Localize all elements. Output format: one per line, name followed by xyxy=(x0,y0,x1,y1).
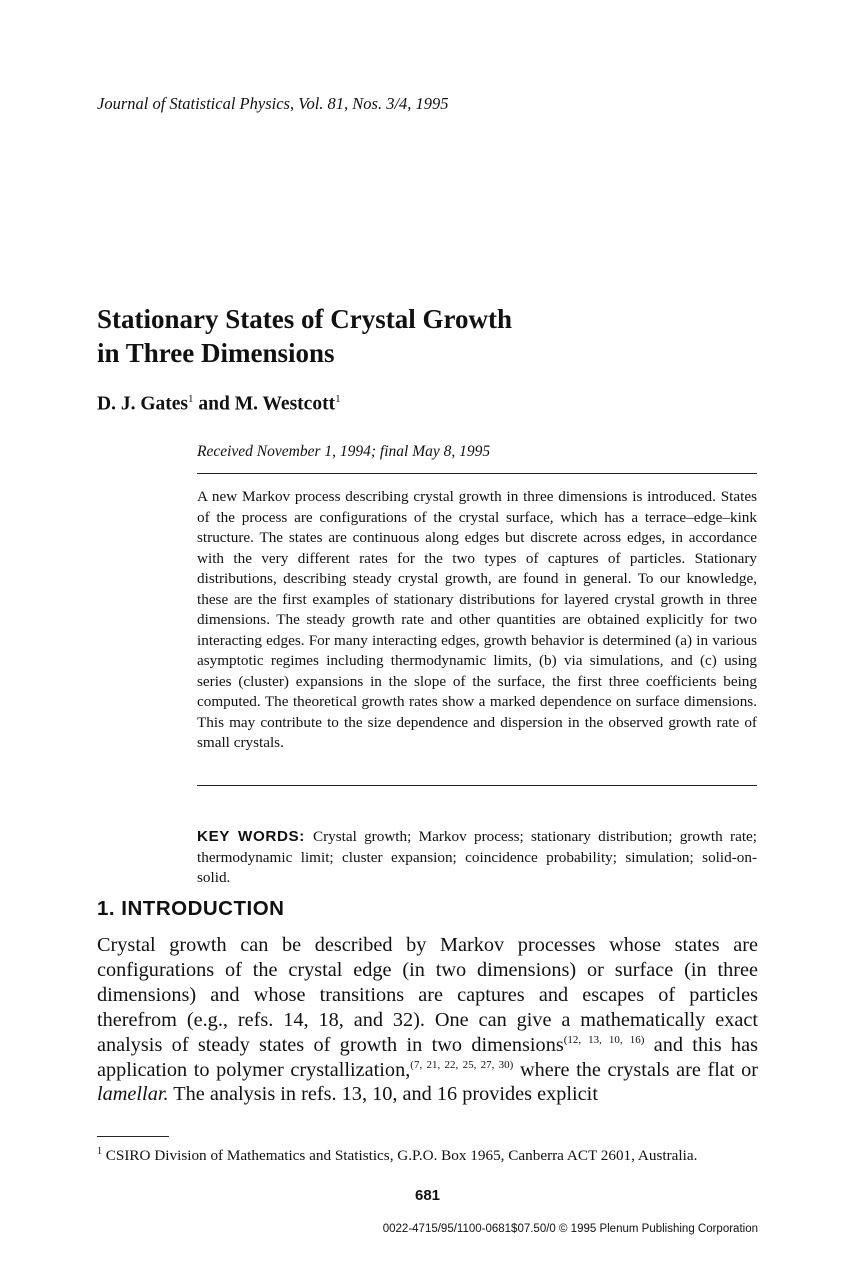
copyright-line: 0022-4715/95/1100-0681$07.50/0 © 1995 Plenum Publishing Corporation xyxy=(382,1223,758,1235)
title-line-1: Stationary States of Crystal Growth xyxy=(97,304,512,334)
footnote-rule xyxy=(97,1136,169,1137)
received-dates xyxy=(197,443,490,461)
abstract-bottom-rule xyxy=(197,785,757,786)
footnote-text: CSIRO Division of Mathematics and Statistics, G.P.O. Box 1965, Canberra ACT 2601, Australia. xyxy=(102,1147,698,1165)
intro-text: where the crystals are flat or xyxy=(513,1058,758,1081)
journal-citation: Journal of Statistical Physics, Vol. 81, Nos. 3/4, 1995 xyxy=(97,94,449,113)
page-number: 681 xyxy=(414,1187,441,1204)
final-label: final xyxy=(379,443,409,460)
abstract: A new Markov process describing crystal growth in three dimensions is introduced. States of the process are configurations of the crystal surface, which has a terrace–edge–kink structure. The states are continuous along edges but discrete across edges, in accordance with the very different rates for the two types of captures of particles. Stationary distributions, describing steady crystal growth, are found in general. To our knowledge, these are the first examples of stationary distributions for layered crystal growth in three dimensions. The steady growth rate and other quantities are obtained explicitly for two interacting edges. For many interacting edges, growth behavior is determined (a) in various asymptotic regimes including thermodynamic limits, (b) via simulations, and (c) using series (cluster) expansions in the slope of the surface, the first three coefficients being computed. The theoretical growth rates show a marked dependence on surface dimensions. This may contribute to the size dependence and dispersion in the observed growth rate of small crystals. xyxy=(197,488,757,751)
abstract-top-rule xyxy=(197,473,757,474)
intro-text: Crystal growth can be described by Markov processes whose states are configurations of the crystal edge (in two dimensions) or surface (in three dimensions) and whose transitions are captures and escapes of particles therefrom (e.g., refs. 14, 18, and 32). One can give a mathematically exact analysis of steady states of growth in two dimensions xyxy=(97,934,758,1056)
keywords-label: KEY WORDS: xyxy=(197,828,305,845)
intro-text: and this has application to polymer crystallization, xyxy=(97,1033,758,1081)
author-westcott: M. Westcott xyxy=(234,393,336,415)
footnote-mark: 1 xyxy=(335,393,341,405)
section-heading: 1. INTRODUCTION xyxy=(97,897,285,920)
title-line-2: in Three Dimensions xyxy=(97,338,335,368)
keywords xyxy=(197,827,757,889)
final-date: May 8, 1995 xyxy=(408,443,491,460)
citation-ref: (12, 13, 10, 16) xyxy=(563,1033,645,1046)
footnote-mark: 1 xyxy=(188,393,194,405)
intro-italic: lamellar. xyxy=(97,1083,169,1106)
received-date: Received November 1, 1994; xyxy=(197,443,380,460)
keywords-text: Crystal growth; Markov process; stationary distribution; growth rate; thermodynamic limit; cluster expansion; coincidence probability; simulation; solid-on-solid. xyxy=(197,828,757,886)
article-title xyxy=(97,302,512,370)
author-connector: and xyxy=(193,393,235,415)
footnote-mark: 1 xyxy=(97,1146,102,1157)
intro-text: The analysis in refs. 13, 10, and 16 provides explicit xyxy=(168,1083,598,1106)
footnote xyxy=(97,1142,759,1166)
author-list xyxy=(97,393,341,416)
author-gates: D. J. Gates xyxy=(97,393,188,415)
intro-paragraph xyxy=(97,933,758,1107)
citation-ref: (7, 21, 22, 25, 27, 30) xyxy=(410,1058,514,1071)
